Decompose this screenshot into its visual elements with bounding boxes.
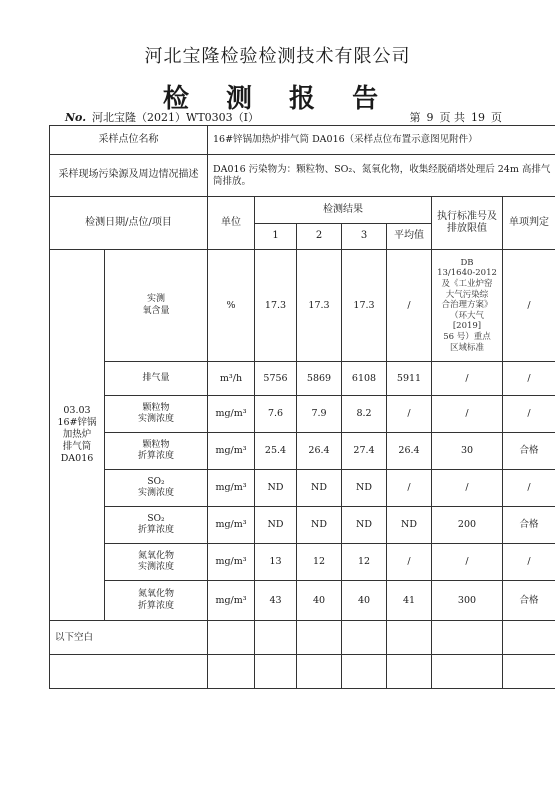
empty-cell <box>50 655 208 689</box>
empty-cell <box>387 655 432 689</box>
value-1: 25.4 <box>255 433 297 470</box>
sampling-point-label: 采样点位名称 <box>50 126 208 155</box>
header-col-1: 1 <box>255 224 297 250</box>
average-value: 41 <box>387 581 432 621</box>
average-value: ND <box>387 507 432 544</box>
company-name: 河北宝隆检验检测技术有限公司 <box>144 46 411 67</box>
value-1: 7.6 <box>255 396 297 433</box>
value-1: 5756 <box>255 362 297 396</box>
item-name: SO₂ 实测浓度 <box>105 470 208 507</box>
empty-cell <box>208 621 255 655</box>
report-no-value: 河北宝隆（2021）WT0303（Ⅰ） <box>92 111 260 124</box>
average-value: / <box>387 250 432 362</box>
table-row <box>50 470 555 507</box>
value-1: ND <box>255 470 297 507</box>
empty-cell <box>432 655 503 689</box>
report-table <box>49 125 555 689</box>
unit-cell: mg/m³ <box>208 544 255 581</box>
header-date-point-item: 检测日期/点位/项目 <box>50 197 208 250</box>
item-name: 颗粒物 折算浓度 <box>105 433 208 470</box>
limit-value: 300 <box>432 581 503 621</box>
header-judgement: 单项判定 <box>503 197 555 250</box>
value-3: 6108 <box>342 362 387 396</box>
pollution-source-label: 采样现场污染源及周边情况描述 <box>50 155 208 197</box>
report-number <box>65 109 259 125</box>
empty-cell <box>503 655 555 689</box>
pollution-source-row <box>50 155 555 197</box>
limit-value: 30 <box>432 433 503 470</box>
empty-cell <box>342 655 387 689</box>
value-3: 27.4 <box>342 433 387 470</box>
judgement-value: / <box>503 250 555 362</box>
judgement-value: / <box>503 396 555 433</box>
empty-cell <box>387 621 432 655</box>
sampling-point-value: 16#锌锅加热炉排气筒 DA016（采样点位布置示意图见附件） <box>208 126 555 155</box>
unit-cell: mg/m³ <box>208 581 255 621</box>
table-row <box>50 544 555 581</box>
value-3: 8.2 <box>342 396 387 433</box>
report-meta <box>65 109 505 125</box>
page-prefix: 第 <box>409 111 421 124</box>
judgement-value: / <box>503 362 555 396</box>
judgement-value: 合格 <box>503 433 555 470</box>
report-no-label: No. <box>65 111 87 124</box>
average-value: / <box>387 470 432 507</box>
average-value: / <box>387 544 432 581</box>
empty-row <box>50 655 555 689</box>
page-info <box>407 109 506 125</box>
header-results: 检测结果 <box>255 197 432 224</box>
header-col-2: 2 <box>297 224 342 250</box>
value-3: 12 <box>342 544 387 581</box>
value-2: ND <box>297 507 342 544</box>
empty-cell <box>297 655 342 689</box>
blank-note-row <box>50 621 555 655</box>
value-2: 17.3 <box>297 250 342 362</box>
value-2: 5869 <box>297 362 342 396</box>
empty-cell <box>297 621 342 655</box>
table-row <box>50 362 555 396</box>
value-3: ND <box>342 470 387 507</box>
average-value: 26.4 <box>387 433 432 470</box>
average-value: / <box>387 396 432 433</box>
judgement-value: 合格 <box>503 507 555 544</box>
header-unit: 单位 <box>208 197 255 250</box>
item-name: 颗粒物 实测浓度 <box>105 396 208 433</box>
value-3: ND <box>342 507 387 544</box>
empty-cell <box>342 621 387 655</box>
header-col-3: 3 <box>342 224 387 250</box>
empty-cell <box>208 655 255 689</box>
unit-cell: mg/m³ <box>208 433 255 470</box>
report-title: 检 测 报 告 <box>162 84 393 114</box>
page-current: 9 <box>426 111 434 124</box>
value-2: ND <box>297 470 342 507</box>
limit-value: / <box>432 362 503 396</box>
value-2: 12 <box>297 544 342 581</box>
limit-value: / <box>432 396 503 433</box>
group-label: 03.03 16#锌锅 加热炉 排气筒 DA016 <box>50 250 105 621</box>
item-name: SO₂ 折算浓度 <box>105 507 208 544</box>
unit-cell: mg/m³ <box>208 507 255 544</box>
page-mid: 页 共 <box>439 111 465 124</box>
empty-cell <box>432 621 503 655</box>
header-average: 平均值 <box>387 224 432 250</box>
empty-cell <box>503 621 555 655</box>
unit-cell: mg/m³ <box>208 396 255 433</box>
table-row <box>50 507 555 544</box>
table-row <box>50 250 555 362</box>
item-name: 实测 氧含量 <box>105 250 208 362</box>
value-1: 17.3 <box>255 250 297 362</box>
judgement-value: / <box>503 470 555 507</box>
value-1: ND <box>255 507 297 544</box>
item-name: 氮氧化物 实测浓度 <box>105 544 208 581</box>
unit-cell: % <box>208 250 255 362</box>
table-row <box>50 433 555 470</box>
average-value: 5911 <box>387 362 432 396</box>
value-3: 17.3 <box>342 250 387 362</box>
blank-note: 以下空白 <box>50 621 208 655</box>
value-2: 40 <box>297 581 342 621</box>
empty-cell <box>255 655 297 689</box>
table-row <box>50 396 555 433</box>
judgement-value: / <box>503 544 555 581</box>
limit-value: 200 <box>432 507 503 544</box>
value-1: 43 <box>255 581 297 621</box>
page-suffix: 页 <box>491 111 502 124</box>
value-3: 40 <box>342 581 387 621</box>
limit-value: / <box>432 470 503 507</box>
standard-text: DB 13/1640-2012 及《工业炉窑 大气污染综 合治理方案》 （环大气 [2019] 56 号）重点 区域标准 <box>432 250 503 362</box>
judgement-value: 合格 <box>503 581 555 621</box>
limit-value: / <box>432 544 503 581</box>
item-name: 氮氧化物 折算浓度 <box>105 581 208 621</box>
value-1: 13 <box>255 544 297 581</box>
header-standard: 执行标准号及排放限值 <box>432 197 503 250</box>
page-total: 19 <box>471 111 485 124</box>
unit-cell: m³/h <box>208 362 255 396</box>
unit-cell: mg/m³ <box>208 470 255 507</box>
pollution-source-value: DA016 污染物为：颗粒物、SO₂、氮氧化物，收集经脱硝塔处理后 24m 高排气筒排放。 <box>208 155 555 197</box>
value-2: 26.4 <box>297 433 342 470</box>
sampling-point-row <box>50 126 555 155</box>
table-row <box>50 581 555 621</box>
value-2: 7.9 <box>297 396 342 433</box>
empty-cell <box>255 621 297 655</box>
item-name: 排气量 <box>105 362 208 396</box>
header-row-1 <box>50 197 555 224</box>
